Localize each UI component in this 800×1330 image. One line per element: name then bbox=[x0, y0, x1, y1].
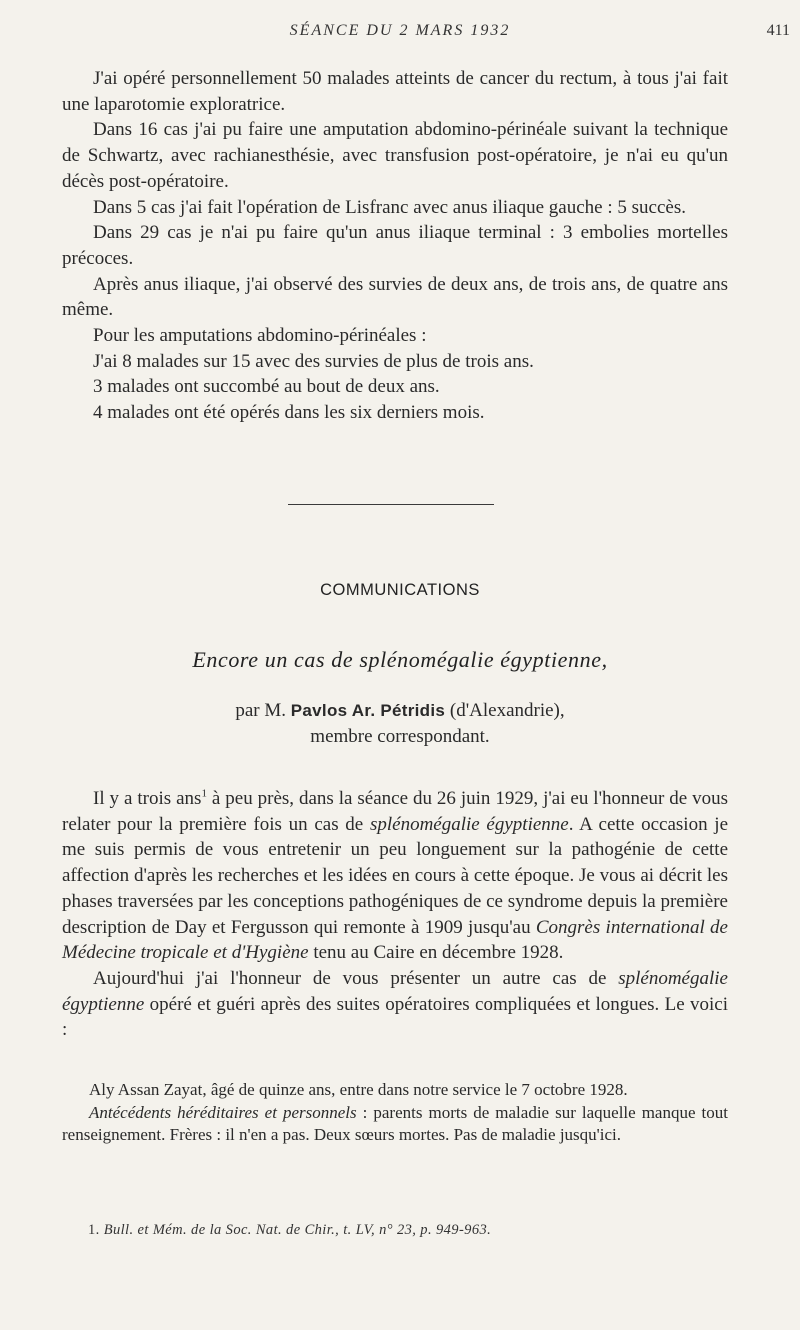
paragraph: Dans 16 cas j'ai pu faire une amputation abdomino-périnéale suivant la technique de Schwartz, avec rachianesthésie, avec transfusion post-opératoire, je n'ai eu qu'un décès post-opératoire. bbox=[62, 119, 728, 192]
running-head-title: SÉANCE DU 2 MARS 1932 bbox=[289, 22, 511, 39]
author-name: Pavlos Ar. Pétridis bbox=[290, 701, 446, 720]
paragraph: Après anus iliaque, j'ai observé des survies de deux ans, de trois ans, de quatre ans même. bbox=[62, 273, 728, 321]
footnote-number: 1. bbox=[88, 1222, 100, 1238]
section-heading: COMMUNICATIONS bbox=[320, 581, 480, 599]
author-role: membre correspondant. bbox=[310, 726, 490, 747]
text-run: . A cette occasion je me suis permis de vous entretenir un peu longuement sur la pathogénie de cette affection d'après les recherches et les idées en cours à cette époque. Je vous ai décrit les phases traversées par les conceptions pathogéniques de ce syndrome depuis la première description de Day et Fergusson qui remonte à 1909 jusqu'au bbox=[62, 813, 729, 938]
page-number: 411 bbox=[766, 22, 790, 39]
text-run: Il y a trois ans bbox=[93, 788, 202, 809]
text-run: tenu au Caire en décembre 1928. bbox=[308, 942, 564, 964]
text-run-italic: Congrès international de Médecine tropicale et d'Hygiène bbox=[62, 916, 728, 964]
text-run: Aujourd'hui j'ai l'honneur de vous présenter un autre cas de bbox=[93, 967, 619, 989]
paragraph: 3 malades ont succombé au bout de deux ans. bbox=[93, 376, 440, 398]
text-run-italic: splénomégalie égyptienne bbox=[62, 967, 728, 1015]
body-text bbox=[62, 786, 728, 1043]
paragraph bbox=[62, 1102, 728, 1147]
paragraph: Pour les amputations abdomino-périnéales : bbox=[93, 325, 427, 347]
text-run: : parents morts de maladie sur laquelle manque tout renseignement. Frères : il n'en a pas. Deux sœurs mortes. Pas de maladie jusqu'ici. bbox=[62, 1102, 728, 1144]
section-divider bbox=[288, 504, 494, 505]
byline-prefix: par M. bbox=[235, 700, 287, 721]
paragraph: Aly Assan Zayat, âgé de quinze ans, entre dans notre service le 7 octobre 1928. bbox=[89, 1080, 628, 1099]
byline bbox=[0, 698, 800, 750]
paragraph: Dans 5 cas j'ai fait l'opération de Lisfranc avec anus iliaque gauche : 5 succès. bbox=[93, 196, 686, 218]
intro-text bbox=[62, 66, 728, 426]
paragraph: J'ai 8 malades sur 15 avec des survies de plus de trois ans. bbox=[93, 350, 534, 372]
text-run: à peu près, dans la séance du 26 juin 1929, j'ai eu l'honneur de vous relater pour la première fois un cas de bbox=[62, 788, 728, 835]
footnote bbox=[88, 1222, 728, 1239]
paragraph: J'ai opéré personnellement 50 malades atteints de cancer du rectum, à tous j'ai fait une laparotomie exploratrice. bbox=[62, 68, 728, 115]
text-run-italic: splénomégalie égyptienne bbox=[369, 813, 569, 835]
author-affiliation: (d'Alexandrie), bbox=[449, 700, 565, 721]
footnote-text: Bull. et Mém. de la Soc. Nat. de Chir., t. LV, n° 23, p. 949-963. bbox=[103, 1222, 492, 1238]
article-title: Encore un cas de splénomégalie égyptienne, bbox=[192, 647, 608, 672]
running-head bbox=[0, 22, 800, 46]
footnote-ref: 1 bbox=[201, 787, 207, 800]
paragraph bbox=[62, 966, 728, 1043]
paragraph bbox=[62, 786, 728, 966]
text-run: opéré et guéri après des suites opératoires compliquées et longues. Le voici : bbox=[62, 993, 728, 1041]
paragraph: 4 malades ont été opérés dans les six derniers mois. bbox=[93, 402, 485, 424]
case-report bbox=[62, 1079, 728, 1147]
text-run-italic: Antécédents héréditaires et personnels bbox=[89, 1102, 357, 1122]
paragraph: Dans 29 cas je n'ai pu faire qu'un anus iliaque terminal : 3 embolies mortelles précoces. bbox=[62, 222, 728, 269]
